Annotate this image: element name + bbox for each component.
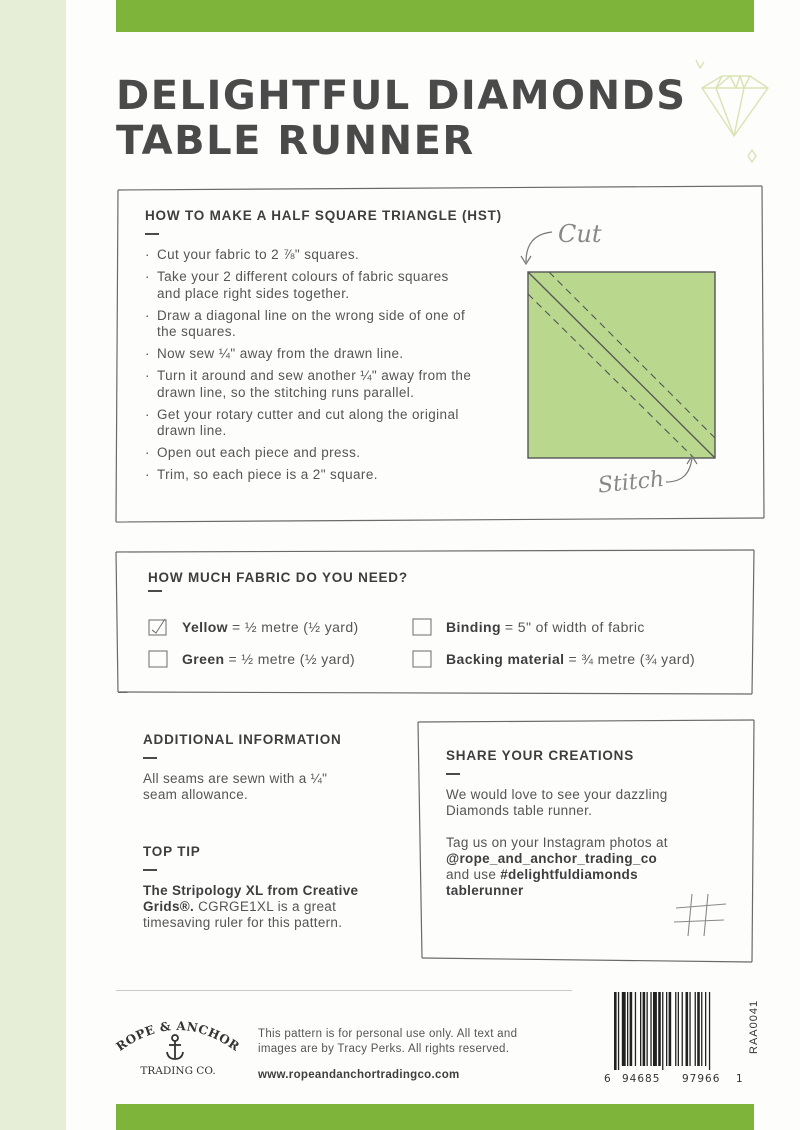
hst-step: · Take your 2 different colours of fabric squares and place right sides together. <box>145 269 475 302</box>
barcode-digits-2: 97966 <box>682 1073 721 1085</box>
footer-website-link[interactable]: www.ropeandanchortradingco.com <box>258 1069 460 1081</box>
barcode-bar <box>658 992 661 1066</box>
top-tip-text <box>143 883 388 931</box>
fabric-label: Backing material <box>446 651 565 667</box>
share-text-3-prefix: and use <box>446 867 501 882</box>
fabric-item-backing <box>412 650 695 668</box>
fabric-panel <box>114 548 756 696</box>
barcode-bar <box>675 992 676 1066</box>
footer-notice-line-1: This pattern is for personal use only. All text and <box>258 1028 518 1040</box>
cut-label: Cut <box>558 220 602 248</box>
barcode-bar <box>705 992 706 1066</box>
share-heading-dash <box>446 773 460 775</box>
barcode-digit-right: 1 <box>736 1073 743 1085</box>
hst-diagram <box>514 218 724 508</box>
fabric-label: Binding <box>446 619 501 635</box>
share-text-2: Tag us on your Instagram photos at <box>446 835 668 850</box>
hst-heading-dash <box>145 233 159 235</box>
barcode-bar <box>666 992 667 1066</box>
hst-step: · Now sew ¼" away from the drawn line. <box>145 346 475 363</box>
barcode-bar <box>686 992 689 1066</box>
side-decorative-strip <box>0 0 66 1130</box>
barcode-bar <box>650 992 651 1066</box>
fabric-item-yellow <box>148 618 359 636</box>
top-tip-detail: CGRGE1XL is a great timesaving ruler for this pattern. <box>143 899 343 930</box>
barcode-digits-1: 94685 <box>622 1073 661 1085</box>
checkbox-checked-icon[interactable] <box>148 618 168 636</box>
barcode-bar <box>643 992 646 1066</box>
fabric-heading: HOW MUCH FABRIC DO YOU NEED? <box>148 570 408 585</box>
footer-divider <box>116 990 572 991</box>
title-line-2: TABLE RUNNER <box>116 118 475 164</box>
footer-notice-line-2: images are by Tracy Perks. All rights reserved. <box>258 1043 510 1055</box>
barcode-bar <box>697 992 700 1066</box>
fabric-label: Yellow <box>182 619 228 635</box>
hashtag[interactable]: #delightfuldiamonds tablerunner <box>446 867 638 898</box>
barcode-bar <box>653 992 657 1066</box>
top-accent-bar <box>116 0 754 32</box>
top-tip-section <box>143 844 393 931</box>
barcode-digit-left: 6 <box>604 1073 611 1085</box>
hst-steps-list <box>145 247 475 484</box>
additional-text: All seams are sewn with a ¼" seam allowance. <box>143 771 328 802</box>
share-text-1: We would love to see your dazzling Diamonds table runner. <box>446 787 668 818</box>
bottom-accent-bar <box>116 1104 754 1130</box>
barcode-bar <box>635 992 636 1066</box>
additional-info-section <box>143 732 393 803</box>
hst-step: · Turn it around and sew another ¼" away from the drawn line, so the stitching runs parallel. <box>145 368 475 401</box>
fabric-amount: = 5" of width of fabric <box>504 619 645 635</box>
barcode-bar <box>662 992 663 1070</box>
barcode-bar <box>618 992 619 1070</box>
top-tip-heading-dash <box>143 869 157 871</box>
fabric-item-binding <box>412 618 645 636</box>
barcode-icon <box>612 990 742 1070</box>
stitch-label: Stitch <box>596 466 666 499</box>
instagram-handle[interactable]: @rope_and_anchor_trading_co <box>446 851 658 866</box>
barcode-bar <box>695 992 696 1066</box>
fabric-amount: = ¾ metre (¾ yard) <box>568 651 696 667</box>
barcode-bar <box>627 992 628 1066</box>
hst-step: · Draw a diagonal line on the wrong side of one of the squares. <box>145 308 475 341</box>
hashtag-icon <box>672 890 732 940</box>
checkbox-icon[interactable] <box>412 650 432 668</box>
anchor-icon <box>167 1035 183 1059</box>
rope-and-anchor-logo <box>112 1012 242 1080</box>
fabric-amount: = ½ metre (½ yard) <box>231 619 359 635</box>
checkbox-icon[interactable] <box>148 650 168 668</box>
fabric-label: Green <box>182 651 225 667</box>
hst-step: · Get your rotary cutter and cut along the original drawn line. <box>145 407 475 440</box>
title-line-1: DELIGHTFUL DIAMONDS <box>116 73 687 119</box>
barcode-bar <box>701 992 702 1066</box>
barcode-bar <box>614 992 617 1070</box>
product-code: RAA0041 <box>748 999 760 1054</box>
barcode-bar <box>709 992 710 1070</box>
share-text-3 <box>446 867 686 899</box>
logo-top-text: ROPE & ANCHOR <box>113 1018 242 1054</box>
barcode-bar <box>669 992 672 1066</box>
barcode-bar <box>640 992 641 1066</box>
hst-heading: HOW TO MAKE A HALF SQUARE TRIANGLE (HST) <box>145 208 502 223</box>
fabric-amount: = ½ metre (½ yard) <box>228 651 356 667</box>
hst-panel <box>114 184 766 524</box>
share-heading: SHARE YOUR CREATIONS <box>446 748 635 763</box>
diamond-gem-icon <box>688 58 778 168</box>
additional-heading: ADDITIONAL INFORMATION <box>143 732 342 747</box>
fabric-heading-dash <box>148 590 162 592</box>
fabric-item-green <box>148 650 355 668</box>
hst-step: · Trim, so each piece is a 2" square. <box>145 467 475 484</box>
barcode-bar <box>647 992 648 1066</box>
barcode-bar <box>682 992 683 1066</box>
barcode-bar <box>630 992 633 1066</box>
top-tip-heading: TOP TIP <box>143 844 201 859</box>
hst-step: · Cut your fabric to 2 ⅞" squares. <box>145 247 475 264</box>
top-tip-product: The Stripology XL from Creative Grids®. <box>143 883 359 914</box>
logo-bottom-text: TRADING CO. <box>140 1065 216 1077</box>
additional-heading-dash <box>143 757 157 759</box>
hst-step: · Open out each piece and press. <box>145 445 475 462</box>
barcode-bar <box>622 992 626 1066</box>
share-panel <box>416 718 756 964</box>
page-title <box>116 74 687 164</box>
checkbox-icon[interactable] <box>412 618 432 636</box>
barcode-bar <box>678 992 679 1066</box>
barcode-bar <box>689 992 690 1066</box>
